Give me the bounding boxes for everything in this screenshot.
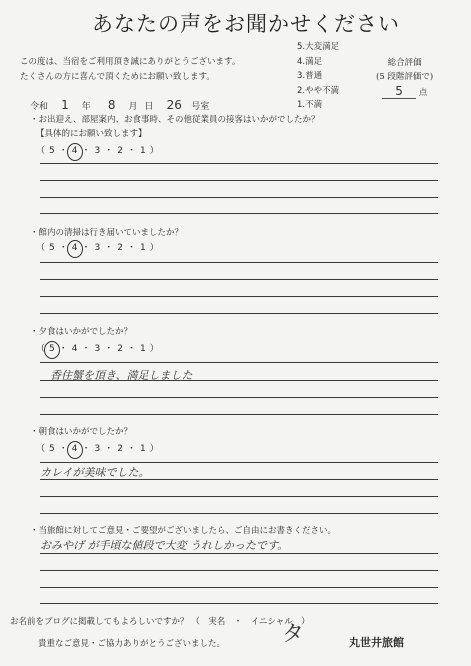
day-label: 日 (144, 102, 154, 112)
comment-line (40, 180, 438, 181)
comment-line (40, 163, 438, 164)
rating-option-3[interactable]: 3 (94, 344, 101, 354)
room-label: 号室 (191, 102, 210, 112)
page-title: あなたの声をお聞かせください (92, 12, 400, 36)
rating-option-5[interactable]: 5 (45, 344, 59, 354)
rating-separator: ・ (104, 344, 114, 354)
rating-option-1[interactable]: 1 (140, 444, 146, 454)
blog-question-text: お名前をブログに掲載してもよろしいですか？ (10, 617, 189, 627)
comment-line (40, 462, 438, 463)
comment-line (40, 496, 438, 497)
rating-scale-legend (297, 40, 339, 113)
overall-sublabel: (5 段階評価で) (376, 72, 434, 82)
rating-separator: ・ (127, 243, 137, 253)
rating-option-1[interactable]: 1 (140, 146, 146, 156)
comment-line (40, 279, 438, 280)
blog-consent-options[interactable]: （ 実名 ・ イニシャル ） (191, 617, 310, 627)
month-label: 月 (128, 102, 138, 112)
inn-name: 丸世井旅館 (349, 636, 404, 649)
rating-separator: ・ (104, 444, 114, 454)
rating-option-1[interactable]: 1 (140, 243, 146, 253)
year-value[interactable]: 1 (61, 98, 69, 112)
overall-label: 総合評価 (387, 58, 422, 68)
rating-dinner[interactable] (36, 341, 159, 354)
overall-value[interactable]: 5 (382, 84, 416, 99)
comment-line (40, 197, 438, 198)
rating-option-4[interactable]: 4 (68, 146, 82, 156)
rating-option-5[interactable]: 5 (49, 146, 55, 156)
rating-separator: ・ (81, 444, 91, 454)
question-breakfast: ・朝食はいかがでしたか？ (30, 427, 133, 437)
rating-option-4[interactable]: 4 (68, 444, 82, 454)
scale-item-5: 5.大変満足 (297, 42, 340, 52)
rating-separator: ・ (81, 344, 91, 354)
rating-option-5[interactable]: 5 (49, 444, 55, 454)
comment-line (40, 262, 438, 263)
rating-separator: ・ (127, 444, 137, 454)
rating-separator: ・ (58, 344, 68, 354)
month-value[interactable]: 8 (107, 98, 116, 112)
comment-breakfast[interactable]: カレイが美味でした。 (40, 466, 150, 479)
comment-line (40, 513, 438, 514)
comment-line (40, 397, 438, 398)
overall-unit: 点 (418, 88, 428, 98)
comment-line (40, 213, 438, 214)
comment-line (40, 362, 438, 363)
comment-line (40, 479, 438, 480)
comment-line (40, 587, 438, 588)
rating-close-paren: ） (149, 146, 159, 156)
era-label: 令和 (30, 102, 49, 112)
rating-option-4[interactable]: 4 (68, 243, 82, 253)
rating-open-paren: （ (36, 444, 46, 454)
rating-close-paren: ） (149, 344, 159, 354)
rating-separator: ・ (127, 344, 137, 354)
rating-separator: ・ (104, 243, 114, 253)
year-label: 年 (81, 102, 91, 112)
rating-option-5[interactable]: 5 (49, 243, 55, 253)
rating-option-2[interactable]: 2 (117, 146, 123, 156)
rating-open-paren: （ (36, 243, 46, 253)
intro-line-2: たくさんの方に喜んで頂くためにお願い致します。 (20, 72, 215, 82)
rating-separator: ・ (127, 146, 137, 156)
rating-open-paren: （ (36, 146, 46, 156)
comment-dinner[interactable]: 香住蟹を頂き、満足しました (50, 369, 193, 382)
rating-option-2[interactable]: 2 (117, 344, 123, 354)
rating-separator: ・ (81, 146, 91, 156)
comment-line (40, 570, 438, 571)
rating-cleaning[interactable] (36, 240, 159, 253)
rating-open-paren: （ (36, 344, 46, 354)
overall-rating (376, 56, 433, 100)
intro-text (20, 55, 240, 85)
scale-item-1: 1.不満 (297, 100, 323, 110)
rating-separator: ・ (58, 146, 68, 156)
rating-option-3[interactable]: 3 (94, 243, 101, 253)
rating-close-paren: ） (149, 243, 159, 253)
question-feedback: ・当旅館に対してご意見・ご要望がございましたら、ご自由にお書きください。 (30, 526, 337, 536)
intro-line-1: この度は、当宿をご利用頂き誠にありがとうございます。 (20, 57, 241, 67)
rating-option-3[interactable]: 3 (94, 146, 101, 156)
rating-separator: ・ (104, 146, 114, 156)
comment-line (40, 553, 438, 554)
comment-feedback[interactable]: おみやげ が手頃な値段で大変 うれしかったです。 (40, 539, 289, 552)
blog-consent-question (10, 615, 310, 627)
comment-line (40, 313, 438, 314)
rating-separator: ・ (58, 444, 68, 454)
question-dinner: ・夕食はいかがでしたか？ (30, 327, 133, 337)
handwritten-signature: タ (282, 622, 305, 647)
rating-option-4[interactable]: 4 (71, 344, 78, 354)
comment-line (40, 603, 438, 604)
rating-close-paren: ） (149, 444, 159, 454)
comment-line (40, 296, 438, 297)
rating-option-3[interactable]: 3 (94, 444, 101, 454)
rating-option-2[interactable]: 2 (117, 243, 123, 253)
rating-option-1[interactable]: 1 (140, 344, 146, 354)
rating-separator: ・ (81, 243, 91, 253)
room-value[interactable]: 26 (166, 98, 182, 112)
comment-line (40, 380, 438, 381)
scale-item-3: 3.普通 (297, 71, 323, 81)
scale-item-2: 2.やや不満 (297, 85, 340, 96)
rating-service[interactable] (36, 143, 159, 156)
date-room-row (30, 98, 209, 112)
scale-item-4: 4.満足 (297, 56, 323, 67)
thanks-text: 貴重なご意見・ご協力ありがとうございました。 (38, 639, 226, 649)
rating-breakfast[interactable] (36, 441, 159, 454)
rating-separator: ・ (58, 243, 68, 253)
rating-option-2[interactable]: 2 (117, 444, 123, 454)
question-service-subtext: 【具体的にお願い致します】 (36, 129, 147, 139)
question-service: ・お出迎え、部屋案内、お食事時、その他従業員の接客はいかがでしたか？ (30, 115, 320, 125)
question-cleaning: ・館内の清掃は行き届いていましたか？ (30, 228, 184, 238)
comment-line (40, 414, 438, 415)
